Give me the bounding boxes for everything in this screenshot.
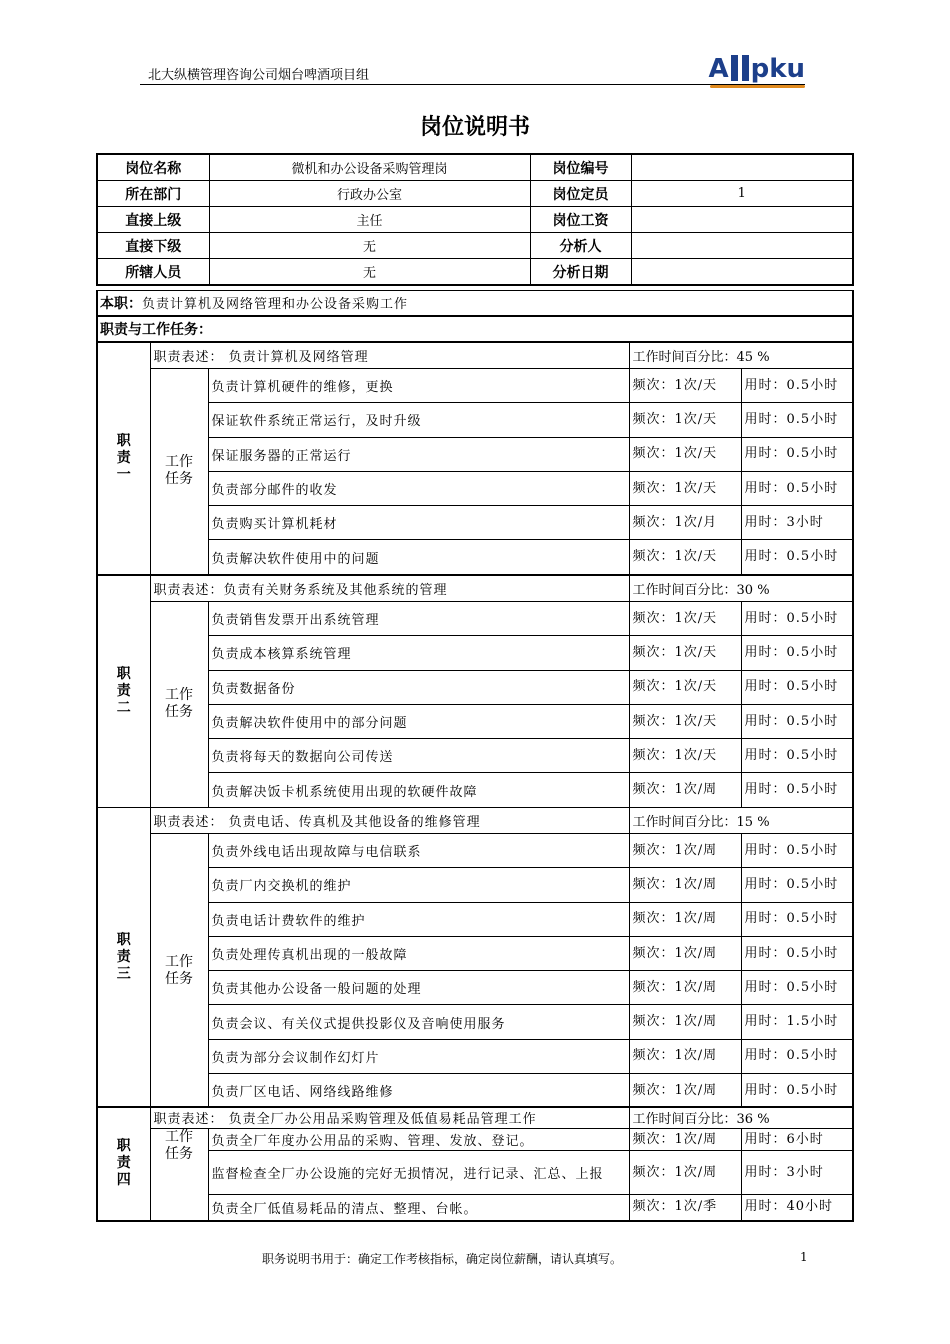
info-value: 1: [631, 181, 853, 207]
logo-swoosh-icon: [710, 85, 805, 88]
header-org: 北大纵横管理咨询公司烟台啤酒项目组: [148, 68, 370, 83]
duty-time-percent: 工作时间百分比：15 %: [629, 808, 853, 834]
task-row: [97, 471, 853, 505]
task-hours: 用时：0.5小时: [741, 1074, 853, 1108]
task-hours: 用时：0.5小时: [741, 1039, 853, 1073]
page-header: [140, 54, 805, 86]
duty-table: [96, 1106, 854, 1222]
task-description: 负责成本核算系统管理: [208, 636, 629, 670]
task-row: [97, 1074, 853, 1108]
task-row: [97, 1005, 853, 1039]
task-hours: 用时：0.5小时: [741, 773, 853, 807]
task-description: 负责厂区电话、网络线路维修: [208, 1074, 629, 1108]
task-description: 负责将每天的数据向公司传送: [208, 739, 629, 773]
info-label: 岗位工资: [530, 207, 631, 233]
task-row: [97, 369, 853, 403]
header-rule: [140, 84, 805, 85]
task-hours: 用时：6小时: [741, 1129, 853, 1151]
task-frequency: 频次：1次/季: [629, 1195, 741, 1221]
task-frequency: 频次：1次/周: [629, 1039, 741, 1073]
duty-label: [97, 1107, 150, 1221]
work-task-label-text: 工作任务: [165, 687, 193, 721]
duty-statement: 职责表述： 负责电话、传真机及其他设备的维修管理: [150, 808, 629, 834]
task-description: 负责电话计费软件的维护: [208, 902, 629, 936]
task-description: 负责解决软件使用中的部分问题: [208, 704, 629, 738]
info-value: [631, 259, 853, 286]
task-description: 负责外线电话出现故障与电信联系: [208, 834, 629, 868]
task-frequency: 频次：1次/周: [629, 936, 741, 970]
info-label: 岗位定员: [530, 181, 631, 207]
info-label: 所在部门: [97, 181, 209, 207]
task-description: 负责处理传真机出现的一般故障: [208, 936, 629, 970]
duty-time-percent: 工作时间百分比：36 %: [629, 1107, 853, 1129]
info-row: [97, 233, 853, 259]
info-value: 行政办公室: [209, 181, 530, 207]
info-value: [631, 154, 853, 181]
task-row: [97, 971, 853, 1005]
task-frequency: 频次：1次/周: [629, 1074, 741, 1108]
info-value: [631, 207, 853, 233]
task-row: [97, 1129, 853, 1151]
duty-label-text: 职责四: [116, 1137, 131, 1188]
document-title: 岗位说明书: [419, 115, 530, 140]
work-task-label: [150, 369, 208, 575]
task-row: [97, 868, 853, 902]
duty-label: [97, 576, 150, 808]
task-row: [97, 704, 853, 738]
task-hours: 用时：0.5小时: [741, 868, 853, 902]
work-task-label-text: 工作任务: [165, 953, 193, 987]
task-description: 负责购买计算机耗材: [208, 506, 629, 540]
info-label: 岗位编号: [530, 154, 631, 181]
info-label: 所辖人员: [97, 259, 209, 286]
main-duty-row: [96, 290, 854, 317]
info-value: 无: [209, 259, 530, 286]
task-hours: 用时：0.5小时: [741, 936, 853, 970]
logo-bar-icon: [731, 55, 738, 81]
task-frequency: 频次：1次/月: [629, 506, 741, 540]
logo-right: pku: [750, 54, 805, 84]
duty-table: [96, 575, 854, 808]
page-number: 1: [800, 1250, 808, 1264]
main-duty-text: 负责计算机及网络管理和办公设备采购工作: [142, 297, 409, 312]
task-frequency: 频次：1次/周: [629, 1129, 741, 1151]
task-row: [97, 506, 853, 540]
task-frequency: 频次：1次/周: [629, 773, 741, 807]
task-row: [97, 1039, 853, 1073]
task-hours: 用时：40小时: [741, 1195, 853, 1221]
info-row: [97, 207, 853, 233]
info-value: 微机和办公设备采购管理岗: [209, 154, 530, 181]
task-row: [97, 403, 853, 437]
task-description: 保证服务器的正常运行: [208, 437, 629, 471]
info-label: 分析日期: [530, 259, 631, 286]
work-task-label: [150, 834, 208, 1108]
footer-note: 职务说明书用于：确定工作考核指标，确定岗位薪酬，请认真填写。: [262, 1252, 623, 1266]
task-frequency: 频次：1次/天: [629, 369, 741, 403]
task-description: 负责为部分会议制作幻灯片: [208, 1039, 629, 1073]
task-row: [97, 902, 853, 936]
task-hours: 用时：1.5小时: [741, 1005, 853, 1039]
task-frequency: 频次：1次/天: [629, 704, 741, 738]
task-frequency: 频次：1次/天: [629, 636, 741, 670]
task-description: 负责数据备份: [208, 670, 629, 704]
task-frequency: 频次：1次/周: [629, 1005, 741, 1039]
task-frequency: 频次：1次/天: [629, 602, 741, 636]
duty-time-percent: 工作时间百分比：45 %: [629, 343, 853, 369]
task-frequency: 频次：1次/天: [629, 403, 741, 437]
info-label: 岗位名称: [97, 154, 209, 181]
task-description: 负责计算机硬件的维修，更换: [208, 369, 629, 403]
task-frequency: 频次：1次/周: [629, 902, 741, 936]
task-frequency: 频次：1次/天: [629, 540, 741, 574]
info-row: [97, 259, 853, 286]
allpku-logo: [708, 54, 805, 84]
task-hours: 用时：0.5小时: [741, 540, 853, 574]
duties-heading-row: [96, 316, 854, 343]
duty-time-percent: 工作时间百分比：30 %: [629, 576, 853, 602]
task-description: 负责解决饭卡机系统使用出现的软硬件故障: [208, 773, 629, 807]
work-task-label: [150, 1129, 208, 1221]
task-hours: 用时：0.5小时: [741, 403, 853, 437]
task-hours: 用时：0.5小时: [741, 471, 853, 505]
duty-statement: 职责表述：负责有关财务系统及其他系统的管理: [150, 576, 629, 602]
task-row: [97, 670, 853, 704]
task-hours: 用时：0.5小时: [741, 739, 853, 773]
task-frequency: 频次：1次/天: [629, 670, 741, 704]
task-description: 负责会议、有关仪式提供投影仪及音响使用服务: [208, 1005, 629, 1039]
task-frequency: 频次：1次/天: [629, 471, 741, 505]
task-row: [97, 602, 853, 636]
task-frequency: 频次：1次/周: [629, 834, 741, 868]
task-frequency: 频次：1次/周: [629, 1151, 741, 1195]
work-task-label-text: 工作任务: [165, 1129, 193, 1162]
task-description: 负责销售发票开出系统管理: [208, 602, 629, 636]
info-value: 无: [209, 233, 530, 259]
task-hours: 用时：0.5小时: [741, 636, 853, 670]
task-description: 负责全厂低值易耗品的清点、整理、台帐。: [208, 1195, 629, 1221]
duty-label-text: 职责三: [116, 932, 131, 983]
task-hours: 用时：0.5小时: [741, 971, 853, 1005]
duty-statement: 职责表述： 负责计算机及网络管理: [150, 343, 629, 369]
task-hours: 用时：0.5小时: [741, 902, 853, 936]
task-frequency: 频次：1次/周: [629, 868, 741, 902]
duties-heading: 职责与工作任务：: [100, 322, 212, 338]
info-row: [97, 154, 853, 181]
task-hours: 用时：3小时: [741, 1151, 853, 1195]
task-row: [97, 936, 853, 970]
task-description: 负责厂内交换机的维护: [208, 868, 629, 902]
task-description: 负责全厂年度办公用品的采购、管理、发放、登记。: [208, 1129, 629, 1151]
task-hours: 用时：0.5小时: [741, 834, 853, 868]
task-frequency: 频次：1次/天: [629, 739, 741, 773]
info-label: 分析人: [530, 233, 631, 259]
info-value: [631, 233, 853, 259]
task-row: [97, 437, 853, 471]
task-row: [97, 540, 853, 574]
task-description: 保证软件系统正常运行，及时升级: [208, 403, 629, 437]
info-row: [97, 181, 853, 207]
task-row: [97, 1151, 853, 1195]
duty-table: [96, 807, 854, 1108]
task-row: [97, 834, 853, 868]
duty-table: [96, 342, 854, 575]
task-hours: 用时：3小时: [741, 506, 853, 540]
task-hours: 用时：0.5小时: [741, 437, 853, 471]
info-label: 直接下级: [97, 233, 209, 259]
task-hours: 用时：0.5小时: [741, 602, 853, 636]
task-frequency: 频次：1次/周: [629, 971, 741, 1005]
task-row: [97, 636, 853, 670]
task-hours: 用时：0.5小时: [741, 704, 853, 738]
duty-statement: 职责表述： 负责全厂办公用品采购管理及低值易耗品管理工作: [150, 1107, 629, 1129]
task-hours: 用时：0.5小时: [741, 369, 853, 403]
task-row: [97, 739, 853, 773]
info-label: 直接上级: [97, 207, 209, 233]
logo-bar-icon: [742, 55, 749, 81]
task-description: 负责其他办公设备一般问题的处理: [208, 971, 629, 1005]
duty-label: [97, 808, 150, 1108]
task-description: 监督检查全厂办公设施的完好无损情况，进行记录、汇总、上报: [208, 1151, 629, 1195]
task-row: [97, 1195, 853, 1221]
task-description: 负责解决软件使用中的问题: [208, 540, 629, 574]
task-frequency: 频次：1次/天: [629, 437, 741, 471]
duty-label-text: 职责二: [116, 665, 131, 716]
main-duty-label: 本职：: [100, 296, 142, 312]
duty-label: [97, 343, 150, 575]
duty-label-text: 职责一: [116, 432, 131, 483]
task-hours: 用时：0.5小时: [741, 670, 853, 704]
work-task-label-text: 工作任务: [165, 454, 193, 488]
work-task-label: [150, 602, 208, 808]
task-description: 负责部分邮件的收发: [208, 471, 629, 505]
logo-left: A: [708, 54, 729, 84]
info-value: 主任: [209, 207, 530, 233]
task-row: [97, 773, 853, 807]
info-table: [96, 153, 854, 286]
